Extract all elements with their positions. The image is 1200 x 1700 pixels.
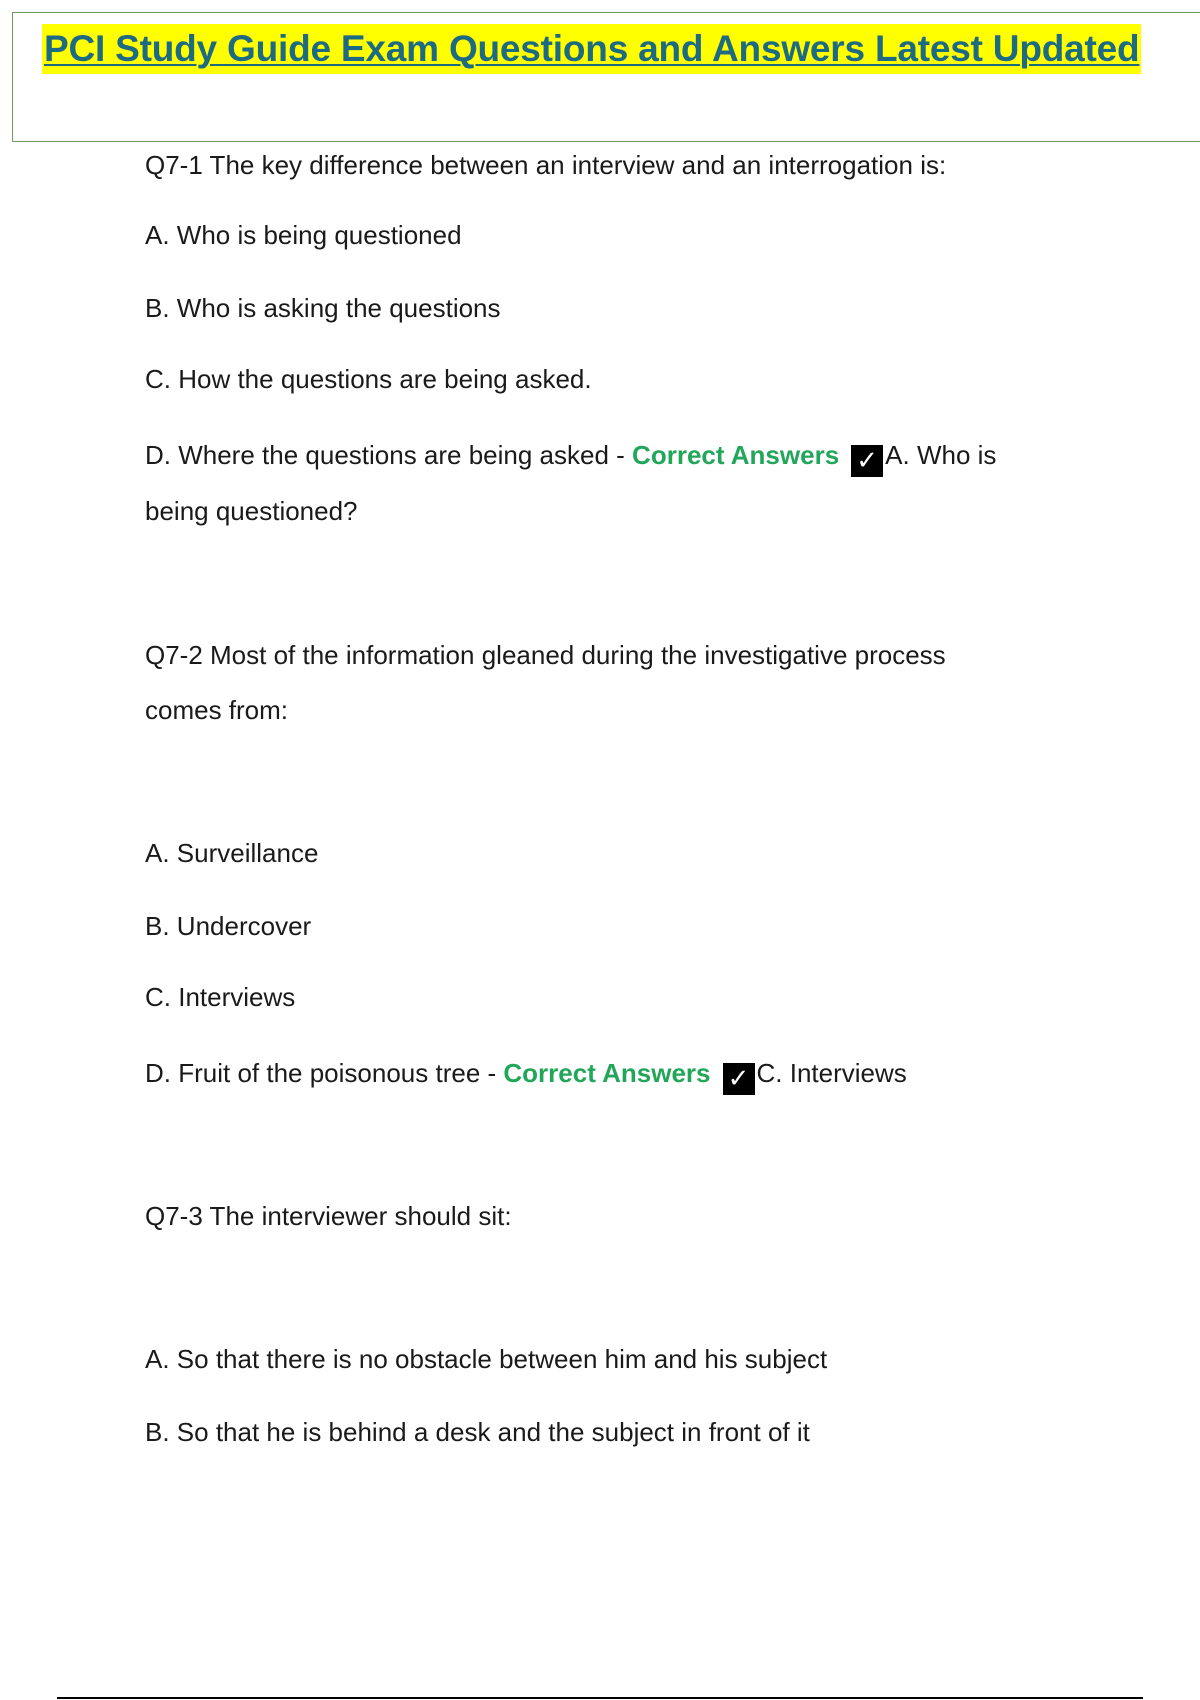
option-b: B. Who is asking the questions: [145, 293, 501, 323]
option-d: D. Fruit of the poisonous tree -: [145, 1058, 504, 1088]
question-stem: Q7-1 The key difference between an interview and an interrogation is:: [145, 150, 947, 180]
option-b: B. So that he is behind a desk and the subject in front of it: [145, 1417, 810, 1447]
correct-answer-text: C. Interviews: [756, 1058, 907, 1088]
check-icon: ✓: [723, 1063, 755, 1095]
option-d-answer-line: [145, 438, 996, 477]
correct-answer-text: A. Who is: [885, 440, 997, 470]
question-stem: Q7-2 Most of the information gleaned during the investigative process: [145, 640, 946, 670]
footer-rule: [57, 1697, 1143, 1699]
option-d: D. Where the questions are being asked -: [145, 440, 633, 470]
option-a: A. So that there is no obstacle between him and his subject: [145, 1344, 828, 1374]
check-icon: ✓: [851, 445, 883, 477]
document-title: PCI Study Guide Exam Questions and Answers Latest Updated: [42, 24, 1141, 74]
option-c: C. Interviews: [145, 982, 296, 1012]
correct-answer-continuation: being questioned?: [145, 496, 358, 526]
option-a: A. Surveillance: [145, 838, 319, 868]
option-c: C. How the questions are being asked.: [145, 364, 592, 394]
option-d-answer-line: [145, 1056, 907, 1095]
option-b: B. Undercover: [145, 911, 312, 941]
correct-answers-label: Correct Answers: [632, 440, 840, 470]
correct-answers-label: Correct Answers: [503, 1058, 711, 1088]
question-stem: Q7-3 The interviewer should sit:: [145, 1201, 512, 1231]
question-stem-continuation: comes from:: [145, 695, 289, 725]
option-a: A. Who is being questioned: [145, 220, 462, 250]
